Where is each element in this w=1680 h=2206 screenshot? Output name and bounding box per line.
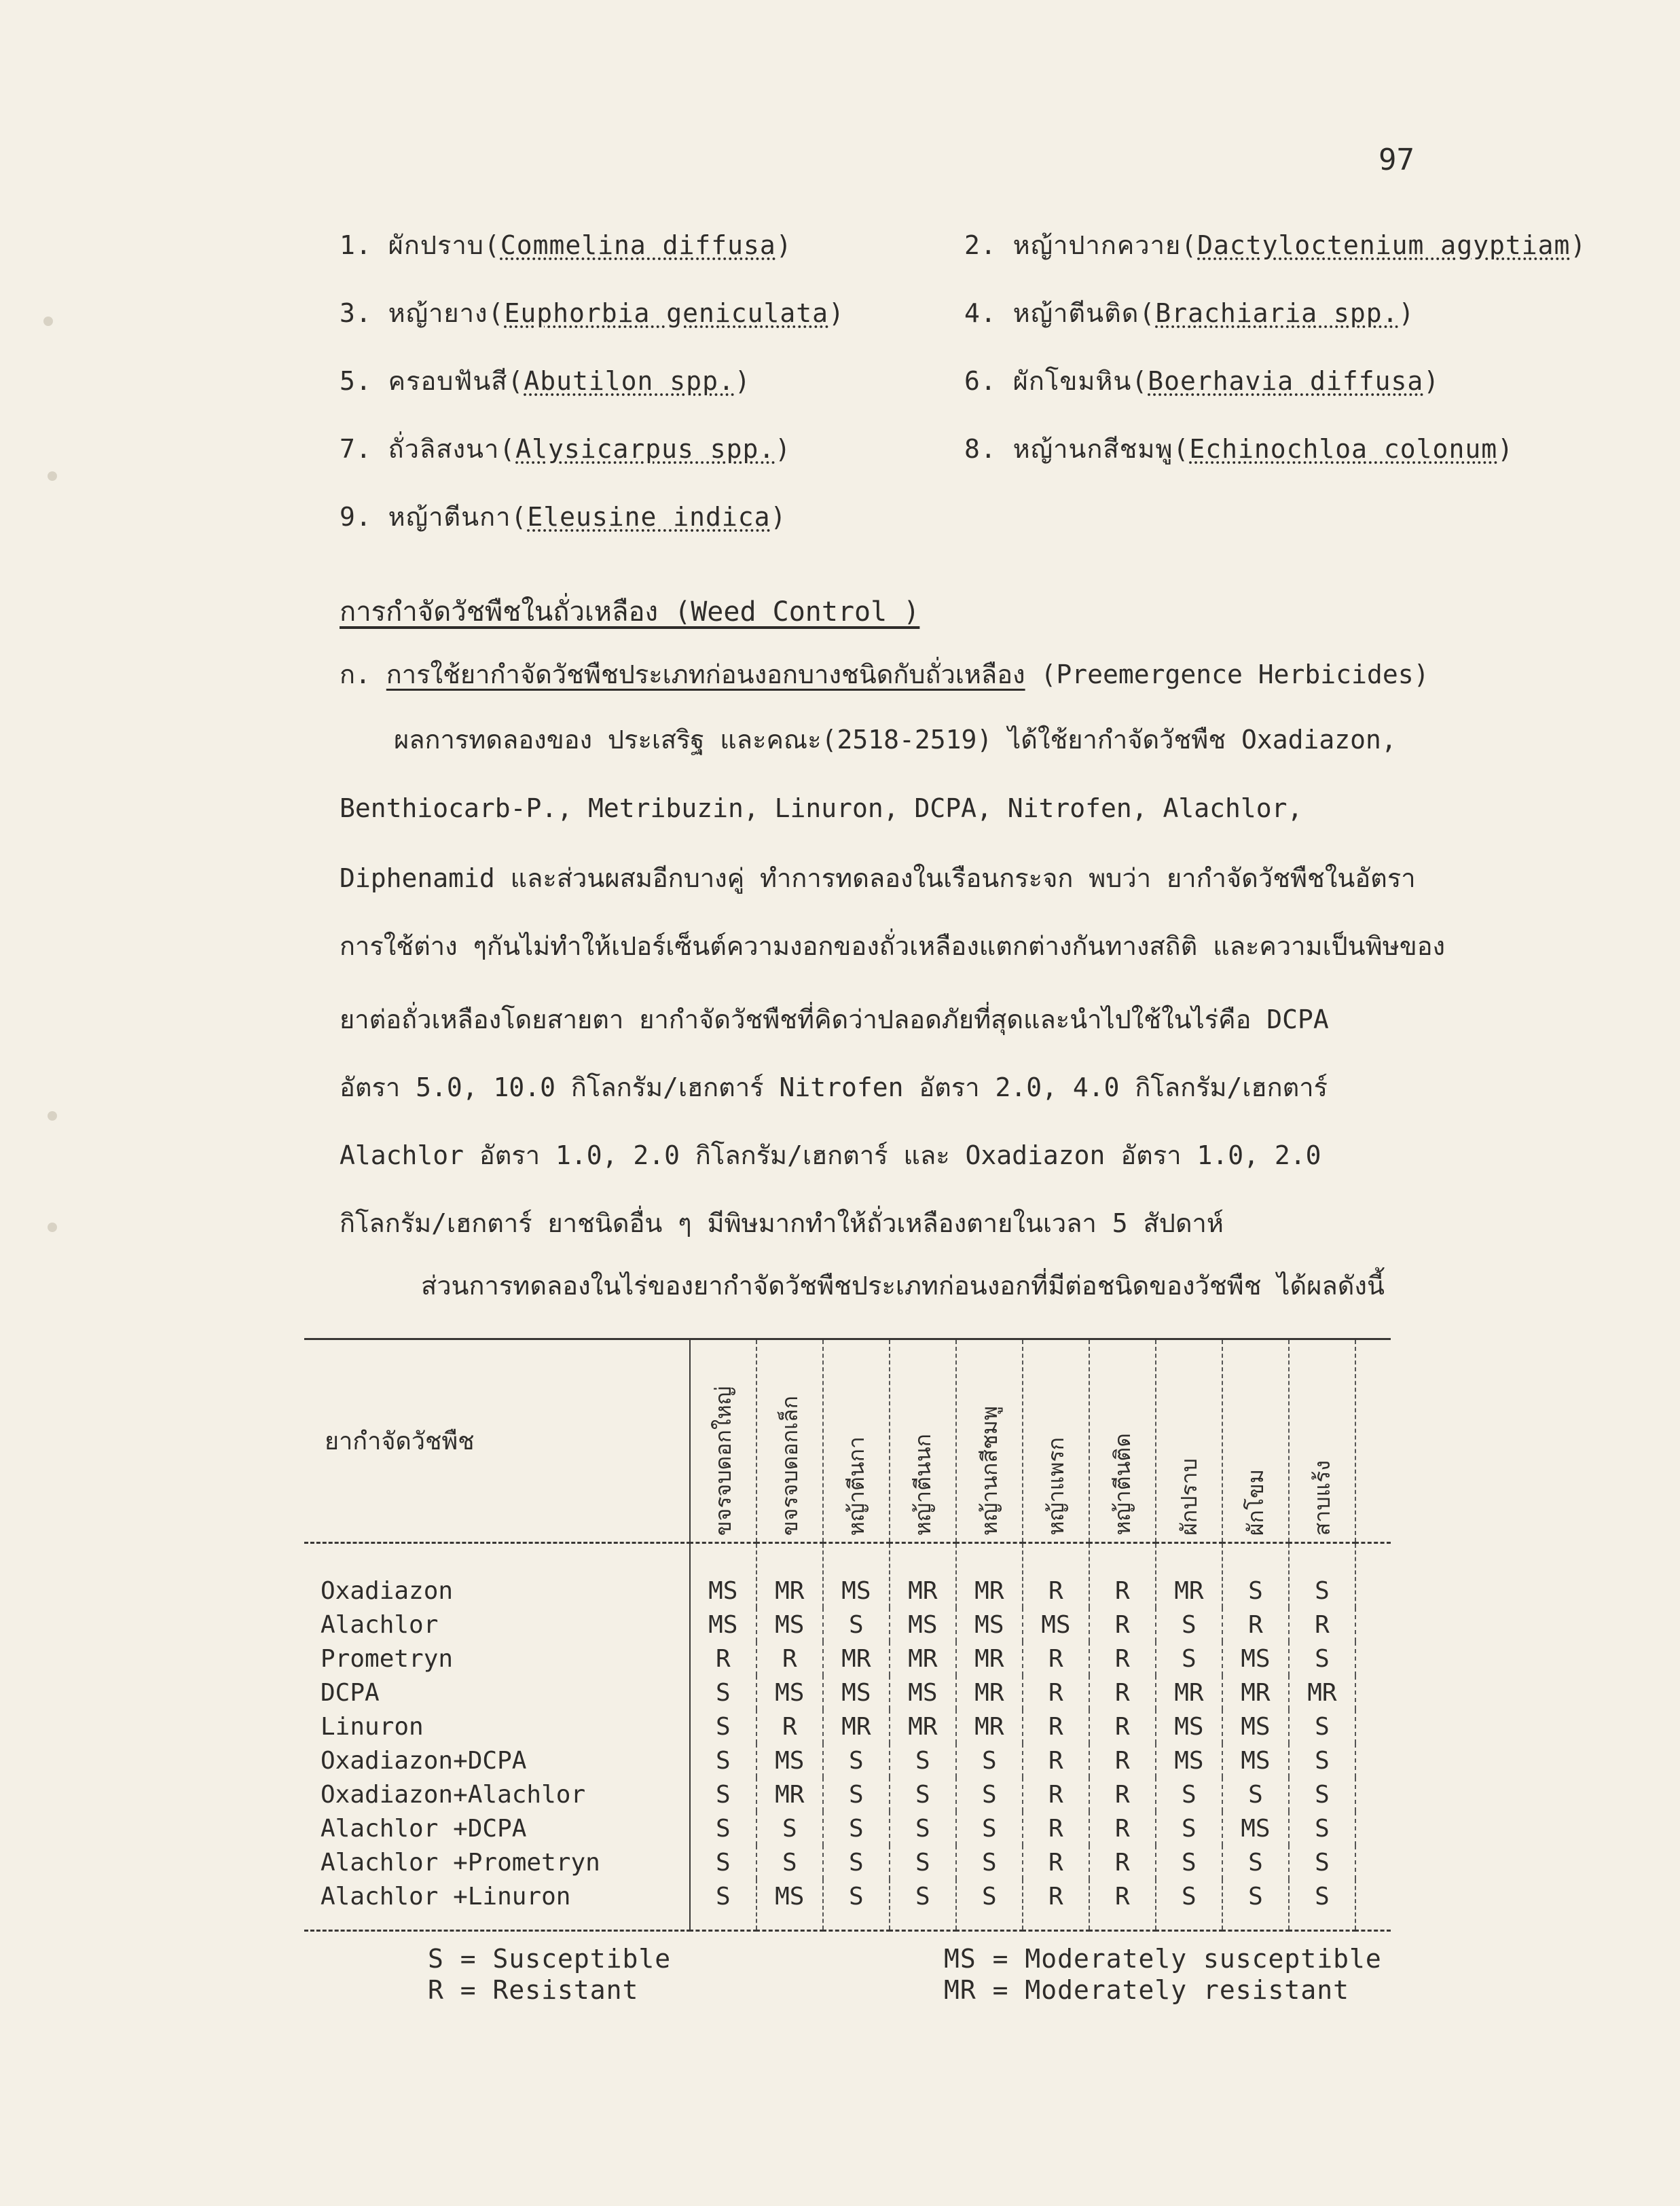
response-cell: R [1089,1811,1156,1845]
response-cell: MS [690,1608,756,1642]
response-cell: R [1089,1777,1156,1811]
response-cell: MS [956,1608,1023,1642]
response-cell: S [690,1743,756,1777]
subsection-prefix: ก. [340,659,371,689]
herbicide-name: Linuron [304,1710,690,1743]
response-cell: MS [890,1676,956,1710]
table-spacer-cell [1355,1879,1391,1931]
table-row [304,1811,1391,1845]
herbicide-name: Alachlor +Prometryn [304,1845,690,1879]
response-cell: R [1089,1743,1156,1777]
punch-hole-mark [48,1223,57,1232]
response-cell: MR [956,1642,1023,1676]
response-cell: S [956,1879,1023,1931]
weed-thai: ผักปราบ [388,230,484,260]
response-cell: S [890,1845,956,1879]
response-cell: MS [1156,1743,1222,1777]
weed-thai: หญ้าตีนกา [388,502,511,532]
response-cell: S [823,1777,890,1811]
response-cell: S [1156,1642,1222,1676]
table-header-weed: ขจรจบดอกเล็ก [756,1339,823,1543]
weed-thai: ครอบฟันสี [388,366,508,396]
weed-item-5: 5. ครอบฟันสี(Abutilon spp.) [340,366,751,396]
response-cell: MR [956,1710,1023,1743]
weed-item-7: 7. ถั่วลิสงนา(Alysicarpus spp.) [340,434,792,464]
response-cell: R [1089,1879,1156,1931]
table-header-herbicide: ยากำจัดวัชพืช [304,1339,690,1543]
weed-sci: Dactyloctenium agyptiam [1197,230,1571,260]
response-cell: S [1222,1543,1289,1608]
response-cell: S [1289,1777,1355,1811]
table-header-weed: ผักโขม [1222,1339,1289,1543]
paragraph-line: อัตรา 5.0, 10.0 กิโลกรัม/เฮกตาร์ Nitrofen อัตรา 2.0, 4.0 กิโลกรัม/เฮกตาร์ [340,1072,1328,1102]
response-cell: MR [890,1710,956,1743]
response-cell: MR [823,1642,890,1676]
response-cell: MR [1156,1676,1222,1710]
weed-item-1: 1. ผักปราบ(Commelina diffusa) [340,230,792,260]
response-cell: S [823,1608,890,1642]
table-row [304,1743,1391,1777]
response-cell: R [1089,1608,1156,1642]
section-heading: การกำจัดวัชพืชในถั่วเหลือง (Weed Control ) [340,596,920,628]
response-cell: R [756,1710,823,1743]
herbicide-name: Prometryn [304,1642,690,1676]
weed-num: 8. [964,434,997,464]
response-cell: MR [956,1676,1023,1710]
table-row [304,1777,1391,1811]
legend-resistant: R = Resistant [428,1975,639,2005]
paragraph-line: ผลการทดลองของ ประเสริฐ และคณะ(2518-2519) ได้ใช้ยากำจัดวัชพืช Oxadiazon, [394,725,1397,755]
table-spacer-cell [1355,1676,1391,1710]
weed-item-8: 8. หญ้านกสีชมพู(Echinochloa colonum) [964,434,1514,464]
response-cell: MS [756,1676,823,1710]
response-cell: S [1222,1845,1289,1879]
subsection-heading [340,653,1429,695]
response-cell: S [1156,1608,1222,1642]
response-cell: MR [823,1710,890,1743]
response-cell: S [1289,1845,1355,1879]
response-cell: MS [1222,1743,1289,1777]
response-cell: S [823,1743,890,1777]
table-spacer-cell [1355,1543,1391,1608]
table-spacer-cell [1355,1811,1391,1845]
response-cell: MR [890,1543,956,1608]
response-cell: S [1289,1743,1355,1777]
weed-thai: ถั่วลิสงนา [388,434,500,464]
response-cell: S [690,1676,756,1710]
response-cell: R [1023,1777,1089,1811]
table-spacer-cell [1355,1777,1391,1811]
response-cell: S [1289,1811,1355,1845]
table-spacer-cell [1355,1710,1391,1743]
punch-hole-mark [48,471,57,481]
response-cell: R [1023,1811,1089,1845]
weed-sci: Euphorbia geniculata [504,298,829,328]
response-cell: S [1156,1879,1222,1931]
response-cell: MS [890,1608,956,1642]
response-cell: MS [756,1879,823,1931]
response-cell: S [690,1845,756,1879]
response-cell: S [823,1845,890,1879]
herbicide-name: Alachlor +DCPA [304,1811,690,1845]
legend-susceptible: S = Susceptible [428,1944,672,1974]
response-cell: MS [823,1676,890,1710]
table-row [304,1879,1391,1931]
weed-num: 4. [964,298,997,328]
weed-item-9: 9. หญ้าตีนกา(Eleusine indica) [340,502,787,532]
response-cell: S [956,1845,1023,1879]
response-cell: S [890,1743,956,1777]
response-cell: MS [1023,1608,1089,1642]
response-cell: S [1289,1543,1355,1608]
response-cell: MR [1289,1676,1355,1710]
weed-thai: หญ้าปากควาย [1012,230,1182,260]
table-header-weed: หญ้าตีนติด [1089,1339,1156,1543]
weed-item-3: 3. หญ้ายาง(Euphorbia geniculata) [340,298,845,328]
weed-thai: หญ้านกสีชมพู [1012,434,1173,464]
table-row [304,1710,1391,1743]
response-cell: R [1023,1543,1089,1608]
table-header-weed: หญ้านกสีชมพู [956,1339,1023,1543]
response-cell: R [1289,1608,1355,1642]
paragraph-line: Diphenamid และส่วนผสมอีกบางคู่ ทำการทดลองในเรือนกระจก พบว่า ยากำจัดวัชพืชในอัตรา [340,863,1416,893]
weed-sci: Alysicarpus spp. [515,434,775,464]
table-row [304,1845,1391,1879]
response-cell: R [1089,1543,1156,1608]
response-cell: R [1089,1676,1156,1710]
response-cell: S [1156,1811,1222,1845]
weed-sci: Commelina diffusa [500,230,776,260]
weed-item-2: 2. หญ้าปากควาย(Dactyloctenium agyptiam) [964,230,1587,260]
weed-sci: Eleusine indica [527,502,771,532]
page-number: 97 [1378,143,1414,177]
weed-sci: Abutilon spp. [524,366,735,396]
weed-num: 1. [340,230,372,260]
response-cell: R [1023,1642,1089,1676]
subsection-english: (Preemergence Herbicides) [1040,659,1429,689]
response-cell: S [1289,1642,1355,1676]
response-cell: S [756,1811,823,1845]
response-cell: MR [890,1642,956,1676]
herbicide-name: Oxadiazon [304,1543,690,1608]
table-header-weed: ผักปราบ [1156,1339,1222,1543]
response-cell: R [1023,1676,1089,1710]
legend-moderately-susceptible: MS = Moderately susceptible [944,1944,1382,1974]
response-cell: MS [690,1543,756,1608]
weed-thai: หญ้ายาง [388,298,488,328]
herbicide-name: Alachlor +Linuron [304,1879,690,1931]
response-cell: MS [1222,1811,1289,1845]
weed-item-4: 4. หญ้าตีนติด(Brachiaria spp.) [964,298,1415,328]
table-row [304,1676,1391,1710]
weed-num: 2. [964,230,997,260]
response-cell: S [690,1777,756,1811]
response-cell: MS [756,1743,823,1777]
table-row [304,1543,1391,1608]
response-cell: MS [1222,1642,1289,1676]
herbicide-table [304,1338,1391,1932]
paragraph-line: Alachlor อัตรา 1.0, 2.0 กิโลกรัม/เฮกตาร์ และ Oxadiazon อัตรา 1.0, 2.0 [340,1140,1321,1170]
response-cell: S [890,1879,956,1931]
response-cell: S [1222,1879,1289,1931]
response-cell: R [1222,1608,1289,1642]
table-row [304,1608,1391,1642]
punch-hole-mark [43,317,53,326]
response-cell: R [690,1642,756,1676]
response-cell: S [956,1777,1023,1811]
table-header-weed: หญ้าแพรก [1023,1339,1089,1543]
table-spacer-cell [1355,1845,1391,1879]
response-cell: S [690,1811,756,1845]
weed-sci: Boerhavia diffusa [1148,366,1424,396]
response-cell: MS [823,1543,890,1608]
response-cell: MR [1222,1676,1289,1710]
weed-num: 5. [340,366,372,396]
table-header-spacer [1355,1339,1391,1543]
herbicide-name: DCPA [304,1676,690,1710]
response-cell: MR [956,1543,1023,1608]
response-cell: S [1156,1777,1222,1811]
response-cell: S [1156,1845,1222,1879]
herbicide-name: Alachlor [304,1608,690,1642]
response-cell: S [823,1811,890,1845]
response-cell: R [1023,1743,1089,1777]
table-header-weed: สาบแร้ง [1289,1339,1355,1543]
response-cell: MR [756,1543,823,1608]
table-spacer-cell [1355,1642,1391,1676]
paragraph-line: การใช้ต่าง ๆกันไม่ทำให้เปอร์เซ็นต์ความงอกของถั่วเหลืองแตกต่างกันทางสถิติ และความเป็นพิษของ [340,931,1446,961]
response-cell: S [690,1710,756,1743]
table-header-weed: หญ้าตีนกา [823,1339,890,1543]
weed-sci: Echinochloa colonum [1189,434,1498,464]
response-cell: R [1089,1642,1156,1676]
response-cell: R [1023,1845,1089,1879]
response-cell: S [756,1845,823,1879]
weed-sci: Brachiaria spp. [1155,298,1399,328]
table-body [304,1543,1391,1931]
response-cell: R [1089,1845,1156,1879]
table-header-weed: หญ้าตีนนก [890,1339,956,1543]
response-cell: S [823,1879,890,1931]
response-cell: MS [1156,1710,1222,1743]
response-cell: S [890,1811,956,1845]
response-cell: S [890,1777,956,1811]
weed-thai: ผักโขมหิน [1012,366,1132,396]
response-cell: R [1023,1879,1089,1931]
weed-num: 7. [340,434,372,464]
response-cell: R [756,1642,823,1676]
response-cell: MS [1222,1710,1289,1743]
response-cell: R [1023,1710,1089,1743]
punch-hole-mark [48,1111,57,1121]
response-cell: S [1289,1879,1355,1931]
weed-num: 9. [340,502,372,532]
herbicide-name: Oxadiazon+DCPA [304,1743,690,1777]
weed-num: 6. [964,366,997,396]
weed-thai: หญ้าตีนติด [1012,298,1139,328]
table-header-row [304,1339,1391,1543]
response-cell: S [956,1743,1023,1777]
response-cell: MR [756,1777,823,1811]
table-header-weed: ขจรจบดอกใหญ่ [690,1339,756,1543]
response-cell: S [1222,1777,1289,1811]
paragraph-line: ส่วนการทดลองในไร่ของยากำจัดวัชพืชประเภทก่อนงอกที่มีต่อชนิดของวัชพืช ได้ผลดังนี้ [421,1271,1385,1301]
paragraph-line: Benthiocarb-P., Metribuzin, Linuron, DCPA, Nitrofen, Alachlor, [340,793,1303,823]
table-spacer-cell [1355,1608,1391,1642]
table-row [304,1642,1391,1676]
weed-num: 3. [340,298,372,328]
herbicide-name: Oxadiazon+Alachlor [304,1777,690,1811]
response-cell: R [1089,1710,1156,1743]
paragraph-line: กิโลกรัม/เฮกตาร์ ยาชนิดอื่น ๆ มีพิษมากทำให้ถั่วเหลืองตายในเวลา 5 สัปดาห์ [340,1208,1224,1238]
response-cell: S [1289,1710,1355,1743]
legend-moderately-resistant: MR = Moderately resistant [944,1975,1349,2005]
weed-item-6: 6. ผักโขมหิน(Boerhavia diffusa) [964,366,1440,396]
paragraph-line: ยาต่อถั่วเหลืองโดยสายตา ยากำจัดวัชพืชที่คิดว่าปลอดภัยที่สุดและนำไปใช้ในไร่คือ DCPA [340,1005,1329,1034]
response-cell: S [690,1879,756,1931]
response-cell: MS [756,1608,823,1642]
table-spacer-cell [1355,1743,1391,1777]
response-cell: S [956,1811,1023,1845]
subsection-title: การใช้ยากำจัดวัชพืชประเภทก่อนงอกบางชนิดกับถั่วเหลือง [386,659,1025,689]
response-cell: MR [1156,1543,1222,1608]
